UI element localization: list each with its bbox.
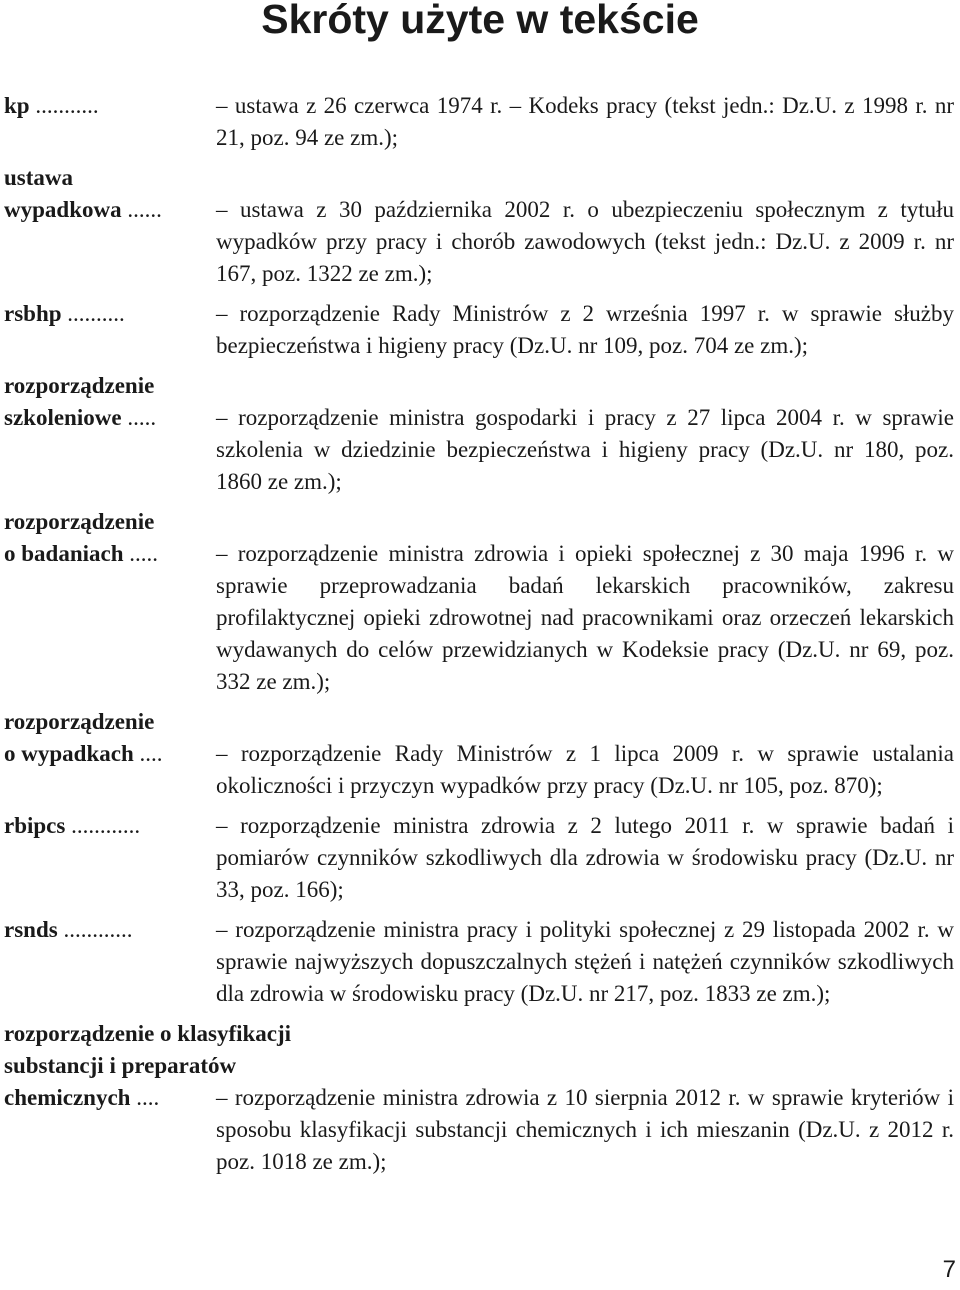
definition-dash: – [216, 741, 228, 766]
abbreviation-text: rozporządzenie [4, 709, 155, 734]
abbreviation-text: o wypadkach [4, 741, 134, 766]
page-title: Skróty użyte w tekście [261, 0, 699, 42]
abbreviation-text: o badaniach [4, 541, 124, 566]
abbreviation-term [4, 810, 216, 842]
leader-dots: ............ [57, 917, 133, 942]
abbreviation-term [4, 506, 216, 570]
abbreviation-entry-ustawa-wypadkowa [4, 162, 956, 290]
leader-dots: .... [133, 741, 163, 766]
leader-dots: ........... [29, 93, 99, 118]
definition-text: rozporządzenie ministra pracy i polityki społecznej z 29 listopada 2002 r. w sprawie najwyższych dopuszczalnych stężeń i natężeń czynników szkodliwych dla zdrowia w środowisku pracy (Dz.U. nr 217, poz. 1833 ze zm.); [216, 917, 954, 1006]
abbreviation-term-last-line [4, 1082, 216, 1114]
definition-text: rozporządzenie ministra gospodarki i pracy z 27 lipca 2004 r. w sprawie szkolenia w dziedzinie bezpieczeństwa i higieny pracy (Dz.U. nr 180, poz. 1860 ze zm.); [216, 405, 955, 494]
abbreviation-term [4, 370, 216, 434]
abbreviation-list [4, 90, 956, 1178]
definition-text: rozporządzenie ministra zdrowia i opieki społecznej z 30 maja 1996 r. w sprawie przeprowadzania badań lekarskich pracowników, zakresu profilaktycznej opieki zdrowotnej nad pracownikami oraz orzeczeń lekarskich wydawanych do celów przewidzianych w Kodeksie pracy (Dz.U. nr 69, poz. 332 ze zm.); [216, 541, 954, 694]
abbreviation-definition [216, 810, 956, 906]
abbreviation-entry-kp [4, 90, 956, 154]
leader-dots: .......... [61, 301, 125, 326]
definition-text: rozporządzenie Rady Ministrów z 1 lipca 2009 r. w sprawie ustalania okoliczności i przyczyn wypadków przy pracy (Dz.U. nr 105, poz. 870); [216, 741, 955, 798]
definition-text: rozporządzenie ministra zdrowia z 10 sierpnia 2012 r. w sprawie kryteriów i sposobu klasyfikacji substancji chemicznych i ich mieszanin (Dz.U. z 2012 r. poz. 1018 ze zm.); [216, 1085, 954, 1174]
abbreviation-term [4, 90, 216, 122]
abbreviation-entry-rbipcs [4, 810, 956, 906]
abbreviation-term [4, 298, 216, 330]
abbreviation-text: szkoleniowe [4, 405, 122, 430]
definition-dash: – [216, 93, 228, 118]
abbreviation-term [4, 914, 216, 946]
abbreviation-text: ustawa [4, 165, 74, 190]
abbreviation-entry-rozporzadzenie-o-klasyfikacji [4, 1018, 956, 1178]
leader-dots: ..... [121, 405, 157, 430]
definition-text: ustawa z 30 października 2002 r. o ubezpieczeniu społecznym z tytułu wypadków przy pracy i chorób zawodowych (tekst jedn.: Dz.U. z 2009 r. nr 167, poz. 1322 ze zm.); [216, 197, 955, 286]
definition-dash: – [216, 813, 228, 838]
abbreviation-text: wypadkowa [4, 197, 122, 222]
definition-text: rozporządzenie Rady Ministrów z 2 września 1997 r. w sprawie służby bezpieczeństwa i higieny pracy (Dz.U. nr 109, poz. 704 ze zm.); [216, 301, 955, 358]
abbreviation-text: kp [4, 93, 30, 118]
abbreviation-entry-rsbhp [4, 298, 956, 362]
abbreviation-entry-rozporzadzenie-szkoleniowe [4, 370, 956, 498]
abbreviation-entry-rsnds [4, 914, 956, 1010]
abbreviation-definition [216, 162, 956, 290]
definition-text: ustawa z 26 czerwca 1974 r. – Kodeks pracy (tekst jedn.: Dz.U. z 1998 r. nr 21, poz. 94 ze zm.); [216, 93, 954, 150]
abbreviation-definition [216, 1082, 956, 1178]
abbreviation-text: substancji i preparatów [4, 1053, 237, 1078]
definition-dash: – [216, 1085, 228, 1110]
abbreviation-definition [216, 506, 956, 698]
abbreviation-text: rozporządzenie [4, 373, 155, 398]
definition-text: rozporządzenie ministra zdrowia z 2 lutego 2011 r. w sprawie badań i pomiarów czynników szkodliwych dla zdrowia w środowisku pracy (Dz.U. nr 33, poz. 166); [216, 813, 955, 902]
definition-dash: – [216, 405, 228, 430]
page-number: 7 [942, 1256, 956, 1283]
abbreviation-definition [216, 706, 956, 802]
abbreviation-definition [216, 370, 956, 498]
abbreviation-term [4, 706, 216, 770]
abbreviation-entry-rozporzadzenie-o-wypadkach [4, 706, 956, 802]
abbreviation-text: rozporządzenie [4, 509, 155, 534]
abbreviation-term [4, 162, 216, 226]
definition-dash: – [216, 301, 228, 326]
abbreviation-definition [216, 914, 956, 1010]
abbreviation-text: rozporządzenie o klasyfikacji [4, 1021, 292, 1046]
definition-dash: – [216, 197, 228, 222]
leader-dots: ..... [123, 541, 159, 566]
abbreviation-text: rbipcs [4, 813, 66, 838]
definition-dash: – [216, 917, 228, 942]
abbreviation-definition [216, 298, 956, 362]
abbreviation-text: rsnds [4, 917, 58, 942]
abbreviation-term [4, 1018, 291, 1082]
definition-dash: – [216, 541, 228, 566]
abbreviation-entry-rozporzadzenie-o-badaniach [4, 506, 956, 698]
leader-dots: .... [130, 1085, 160, 1110]
abbreviation-text: rsbhp [4, 301, 62, 326]
leader-dots: ...... [121, 197, 162, 222]
abbreviation-text: chemicznych [4, 1085, 131, 1110]
leader-dots: ............ [65, 813, 141, 838]
abbreviation-definition [216, 90, 956, 154]
